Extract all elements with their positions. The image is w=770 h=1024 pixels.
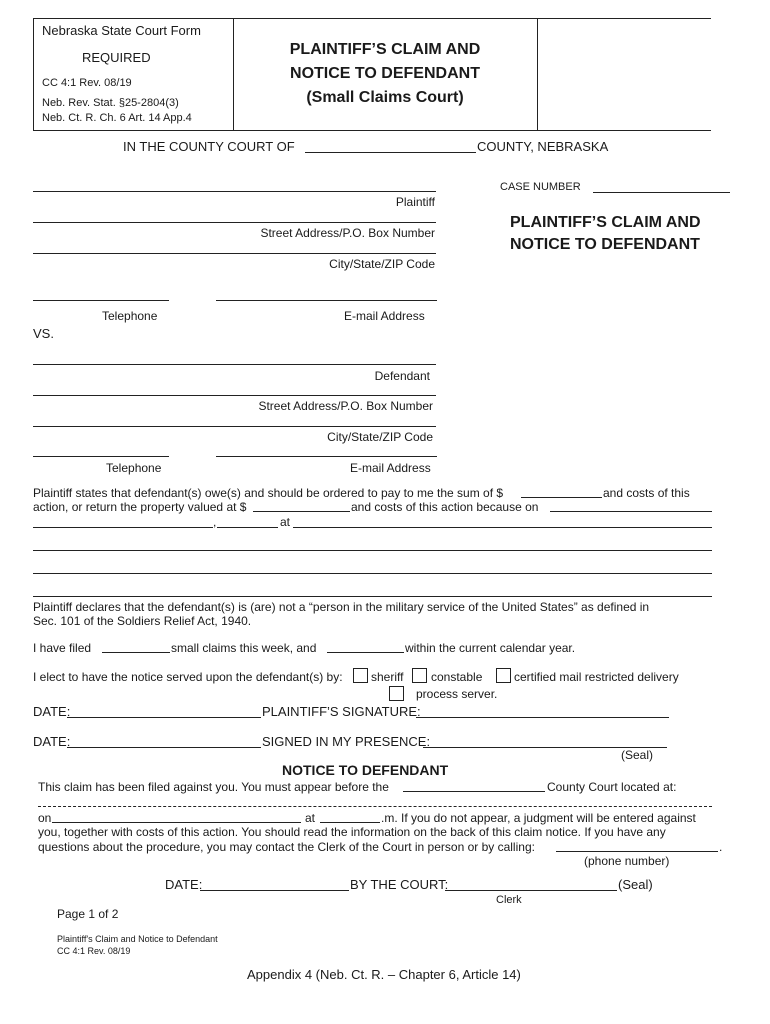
filed-year-count-field[interactable] [327, 652, 404, 653]
plaintiff-signature-field[interactable] [416, 717, 669, 718]
defendant-phone-field[interactable] [33, 456, 169, 457]
process-server-checkbox[interactable] [389, 686, 404, 701]
constable-checkbox[interactable] [412, 668, 427, 683]
filed-text-b: small claims this week, and [171, 641, 317, 655]
court-suffix: COUNTY, NEBRASKA [477, 139, 609, 154]
signed-presence-label: SIGNED IN MY PRESENCE: [262, 734, 431, 749]
case-title-1: PLAINTIFF’S CLAIM AND [510, 214, 701, 231]
date-label-1: DATE: [33, 704, 71, 719]
plaintiff-email-label: E-mail Address [344, 309, 425, 323]
county-field[interactable] [305, 152, 476, 153]
header-title-3: (Small Claims Court) [306, 89, 464, 106]
military-text-1: Plaintiff declares that the defendant(s) is (are) not a “person in the military service of the United States” as defined in [33, 600, 650, 614]
notice-text-4: you, together with costs of this action. You should read the information on the back of this claim notice. If you have any [38, 825, 666, 839]
claim-date-field[interactable] [550, 511, 712, 512]
footer-form-code: CC 4:1 Rev. 08/19 [57, 946, 131, 956]
military-text-2: Sec. 101 of the Soldiers Relief Act, 1940. [33, 614, 252, 628]
plaintiff-city-field[interactable] [33, 253, 436, 254]
notice-appear-date-field[interactable] [52, 822, 301, 823]
date-field-2[interactable] [67, 747, 261, 748]
notice-on-label: on [38, 811, 52, 825]
clerk-label: Clerk [496, 894, 522, 906]
service-lead: I elect to have the notice served upon the defendant(s) by: [33, 670, 343, 684]
court-prefix: IN THE COUNTY COURT OF [123, 139, 295, 154]
plaintiff-name-label: Plaintiff [395, 195, 435, 209]
notice-date-label: DATE: [165, 877, 203, 892]
by-court-label: BY THE COURT: [350, 877, 449, 892]
notice-text-5: questions about the procedure, you may contact the Clerk of the Court in person or by calling: [38, 840, 535, 854]
statute-1: Neb. Rev. Stat. §25-2804(3) [42, 97, 179, 109]
claim-reason-line-2[interactable] [33, 573, 712, 574]
process-server-label: process server. [416, 687, 498, 701]
plaintiff-phone-label: Telephone [102, 309, 158, 323]
claim-location-field[interactable] [293, 527, 712, 528]
sheriff-label: sheriff [371, 670, 404, 684]
notice-heading: NOTICE TO DEFENDANT [282, 762, 449, 778]
claim-text-2b: and costs of this action because on [351, 500, 539, 514]
claim-year-field[interactable] [217, 527, 278, 528]
notice-phone-field[interactable] [556, 851, 718, 852]
defendant-address-label: Street Address/P.O. Box Number [258, 399, 433, 413]
header-title-2: NOTICE TO DEFENDANT [290, 65, 480, 82]
notice-date-field[interactable] [200, 890, 349, 891]
plaintiff-email-field[interactable] [216, 300, 437, 301]
seal-label-1: (Seal) [621, 748, 654, 762]
claim-text-1: Plaintiff states that defendant(s) owe(s) and should be ordered to pay to me the sum of $ [33, 486, 504, 500]
defendant-name-label: Defendant [374, 369, 430, 383]
plaintiff-address-field[interactable] [33, 222, 436, 223]
defendant-email-label: E-mail Address [350, 461, 431, 475]
filed-week-count-field[interactable] [102, 652, 170, 653]
filed-text-a: I have filed [33, 641, 92, 655]
claim-amount-field[interactable] [521, 497, 602, 498]
form-code: CC 4:1 Rev. 08/19 [42, 77, 132, 89]
notice-text-1a: This claim has been filed against you. You must appear before the [38, 780, 389, 794]
case-number-field[interactable] [593, 192, 730, 193]
statute-2: Neb. Ct. R. Ch. 6 Art. 14 App.4 [42, 112, 192, 124]
plaintiff-phone-field[interactable] [33, 300, 169, 301]
plaintiff-address-label: Street Address/P.O. Box Number [260, 226, 435, 240]
property-value-field[interactable] [253, 511, 350, 512]
defendant-address-field[interactable] [33, 395, 436, 396]
claim-comma: , [213, 515, 217, 529]
claim-month-field[interactable] [33, 527, 213, 528]
notice-text-5-end: . [719, 840, 723, 854]
notice-court-address-field[interactable] [38, 806, 712, 807]
sheriff-checkbox[interactable] [353, 668, 368, 683]
notice-text-1b: County Court located at: [547, 780, 677, 794]
defendant-city-label: City/State/ZIP Code [327, 430, 433, 444]
notice-phone-label: (phone number) [584, 854, 670, 868]
defendant-email-field[interactable] [216, 456, 437, 457]
claim-reason-line-1[interactable] [33, 550, 712, 551]
versus-label: VS. [33, 326, 54, 341]
notice-at-label: at [305, 811, 316, 825]
defendant-phone-label: Telephone [106, 461, 162, 475]
claim-text-2: action, or return the property valued at $ [33, 500, 247, 514]
header-title-1: PLAINTIFF’S CLAIM AND [289, 41, 481, 58]
required-label: REQUIRED [82, 50, 151, 65]
filed-text-c: within the current calendar year. [405, 641, 576, 655]
page-number: Page 1 of 2 [57, 907, 119, 921]
seal-label-2: (Seal) [618, 877, 653, 892]
case-number-label: CASE NUMBER [500, 181, 581, 193]
certified-mail-label: certified mail restricted delivery [514, 670, 679, 684]
defendant-name-field[interactable] [33, 364, 436, 365]
notice-text-3-tail: .m. If you do not appear, a judgment will be entered against [381, 811, 696, 825]
certified-mail-checkbox[interactable] [496, 668, 511, 683]
claim-reason-line-3[interactable] [33, 596, 712, 597]
plaintiff-signature-label: PLAINTIFF’S SIGNATURE: [262, 704, 421, 719]
form-state: Nebraska State Court Form [42, 23, 201, 38]
date-label-2: DATE: [33, 734, 71, 749]
constable-label: constable [431, 670, 483, 684]
claim-at: at [280, 515, 291, 529]
notice-county-field[interactable] [403, 791, 545, 792]
plaintiff-city-label: City/State/ZIP Code [329, 257, 435, 271]
plaintiff-name-field[interactable] [33, 191, 436, 192]
claim-text-1b: and costs of this [603, 486, 690, 500]
clerk-signature-field[interactable] [445, 890, 617, 891]
defendant-city-field[interactable] [33, 426, 436, 427]
date-field-1[interactable] [67, 717, 261, 718]
case-title-2: NOTICE TO DEFENDANT [510, 236, 700, 253]
appendix-label: Appendix 4 (Neb. Ct. R. – Chapter 6, Article 14) [247, 967, 521, 982]
notice-appear-time-field[interactable] [320, 822, 380, 823]
footer-form-name: Plaintiff's Claim and Notice to Defendant [57, 934, 218, 944]
